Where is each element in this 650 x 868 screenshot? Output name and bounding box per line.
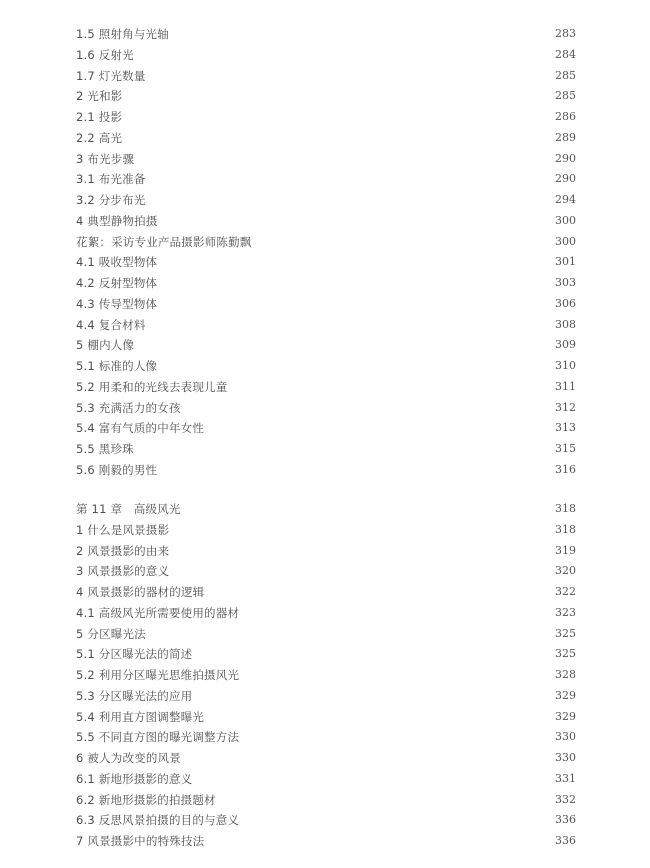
toc-entry	[0, 686, 650, 706]
toc-entry-title: 花絮：采访专业产品摄影师陈勤飘	[76, 234, 252, 249]
toc-entry-page-number: 325	[555, 626, 576, 640]
toc-entry	[0, 211, 650, 231]
toc-entry	[0, 541, 650, 561]
toc-entry	[0, 603, 650, 623]
toc-entry-title: 4 典型静物拍摄	[76, 213, 158, 228]
toc-entry-page-number: 285	[555, 89, 576, 103]
toc-entry-title: 1.7 灯光数量	[76, 68, 146, 83]
toc-entry-title: 7 风景摄影中的特殊技法	[76, 834, 205, 848]
toc-entry-page-number: 309	[555, 338, 576, 352]
toc-entry	[0, 398, 650, 418]
toc-entry	[0, 624, 650, 644]
toc-entry-page-number: 320	[555, 564, 576, 578]
toc-entry	[0, 66, 650, 86]
toc-entry-page-number: 318	[555, 502, 576, 515]
toc-entry	[0, 377, 650, 397]
toc-entry	[0, 335, 650, 355]
toc-entry	[0, 128, 650, 148]
toc-entry-title: 5.1 分区曝光法的简述	[76, 647, 193, 662]
toc-entry-title: 3 风景摄影的意义	[76, 564, 170, 579]
toc-entry-page-number: 336	[555, 834, 576, 847]
toc-entry-page-number: 301	[555, 255, 576, 269]
toc-entry-page-number: 328	[555, 668, 576, 681]
toc-entry-page-number: 306	[555, 296, 576, 310]
toc-entry-title: 2.2 高光	[76, 130, 123, 145]
toc-entry	[0, 810, 650, 830]
toc-entry-page-number: 300	[555, 213, 576, 227]
toc-entry-title: 1.6 反射光	[76, 47, 134, 62]
toc-entry-title: 4.1 高级风光所需要使用的器材	[76, 605, 240, 620]
toc-entry	[0, 582, 650, 602]
toc-entry-title: 3 布光步骤	[76, 151, 135, 166]
toc-entry-title: 6.1 新地形摄影的意义	[76, 771, 193, 786]
toc-entry	[0, 561, 650, 581]
toc-entry	[0, 45, 650, 65]
toc-entry-page-number: 283	[555, 27, 576, 40]
toc-entry	[0, 499, 650, 519]
toc-entry-title: 5.5 不同直方图的曝光调整方法	[76, 730, 240, 745]
toc-entry	[0, 665, 650, 685]
toc-entry-page-number: 285	[555, 68, 576, 82]
toc-entry-page-number: 323	[555, 605, 576, 619]
toc-entry	[0, 86, 650, 106]
toc-entry-title: 5 棚内人像	[76, 338, 135, 353]
toc-entry-title: 5.5 黑珍珠	[76, 442, 134, 456]
toc-entry-page-number: 316	[555, 462, 576, 476]
toc-entry	[0, 24, 650, 44]
toc-entry-title: 5.1 标准的人像	[76, 359, 158, 373]
toc-entry-page-number: 322	[555, 585, 576, 598]
toc-entry-title: 4.4 复合材料	[76, 317, 146, 332]
toc-entry-title: 2 风景摄影的由来	[76, 543, 170, 558]
toc-entry	[0, 149, 650, 169]
toc-entry-page-number: 329	[555, 709, 576, 723]
toc-entry-page-number: 294	[555, 193, 576, 206]
toc-entry	[0, 707, 650, 727]
toc-entry-title: 2.1 投影	[76, 110, 123, 124]
toc-entry-page-number: 313	[555, 421, 576, 435]
toc-entry-title: 5.2 用柔和的光线去表现儿童	[76, 379, 228, 394]
toc-entry-page-number: 336	[555, 813, 576, 827]
toc-entry-page-number: 284	[555, 47, 576, 61]
toc-entry	[0, 727, 650, 747]
toc-entry-page-number: 315	[555, 442, 576, 455]
toc-entry	[0, 294, 650, 314]
toc-entry-page-number: 310	[555, 359, 576, 372]
toc-entry-title: 5.3 分区曝光法的应用	[76, 688, 193, 703]
toc-entry	[0, 232, 650, 252]
toc-entry	[0, 748, 650, 768]
toc-entry-title: 2 光和影	[76, 89, 123, 104]
toc-entry-page-number: 330	[555, 730, 576, 744]
toc-entry-title: 5.4 利用直方图调整曝光	[76, 709, 205, 724]
toc-entry-title: 3.2 分步布光	[76, 193, 146, 207]
toc-entry	[0, 190, 650, 210]
toc-entry	[0, 169, 650, 189]
toc-entry	[0, 273, 650, 293]
toc-entry-page-number: 308	[555, 317, 576, 331]
toc-entry-page-number: 311	[555, 379, 576, 393]
toc-entry-page-number: 325	[555, 647, 576, 661]
toc-entry-title: 4 风景摄影的器材的逻辑	[76, 585, 205, 599]
toc-entry-title: 5.6 刚毅的男性	[76, 462, 158, 477]
toc-entry-page-number: 329	[555, 688, 576, 702]
toc-entry-page-number: 330	[555, 751, 576, 764]
toc-entry	[0, 356, 650, 376]
toc-entry-page-number: 286	[555, 110, 576, 123]
toc-entry-title: 3.1 布光准备	[76, 172, 146, 187]
toc-entry-page-number: 300	[555, 234, 576, 248]
toc-entry	[0, 107, 650, 127]
toc-entry-title: 4.1 吸收型物体	[76, 255, 158, 270]
toc-entry	[0, 418, 650, 438]
toc-entry-page-number: 290	[555, 172, 576, 186]
toc-entry-title: 5.2 利用分区曝光思维拍摄风光	[76, 668, 240, 682]
toc-entry-title: 4.3 传导型物体	[76, 296, 158, 311]
toc-entry	[0, 520, 650, 540]
toc-entry-page-number: 290	[555, 151, 576, 165]
toc-entry-title: 1 什么是风景摄影	[76, 522, 170, 537]
toc-entry-page-number: 303	[555, 276, 576, 289]
toc-entry-page-number: 289	[555, 130, 576, 144]
toc-entry	[0, 460, 650, 480]
toc-entry	[0, 315, 650, 335]
toc-entry	[0, 439, 650, 459]
toc-entry	[0, 252, 650, 272]
toc-entry-page-number: 332	[555, 792, 576, 806]
toc-entry-title: 6.2 新地形摄影的拍摄题材	[76, 792, 216, 807]
toc-entry-page-number: 331	[555, 771, 576, 785]
toc-entry-page-number: 312	[555, 400, 576, 414]
toc-entry-title: 5 分区曝光法	[76, 626, 146, 641]
toc-entry-title: 6 被人为改变的风景	[76, 751, 181, 765]
toc-entry-title: 5.3 充满活力的女孩	[76, 400, 181, 415]
toc-entry	[0, 769, 650, 789]
toc-entry-title: 1.5 照射角与光轴	[76, 27, 169, 41]
toc-entry-page-number: 319	[555, 543, 576, 557]
toc-entry-page-number: 318	[555, 522, 576, 536]
toc-entry-title: 4.2 反射型物体	[76, 276, 158, 290]
toc-entry-title: 6.3 反思风景拍摄的目的与意义	[76, 813, 240, 828]
toc-entry	[0, 644, 650, 664]
toc-entry-title: 5.4 富有气质的中年女性	[76, 421, 205, 436]
toc-entry	[0, 831, 650, 851]
toc-entry-title: 第 11 章 高级风光	[76, 502, 181, 516]
toc-entry	[0, 790, 650, 810]
